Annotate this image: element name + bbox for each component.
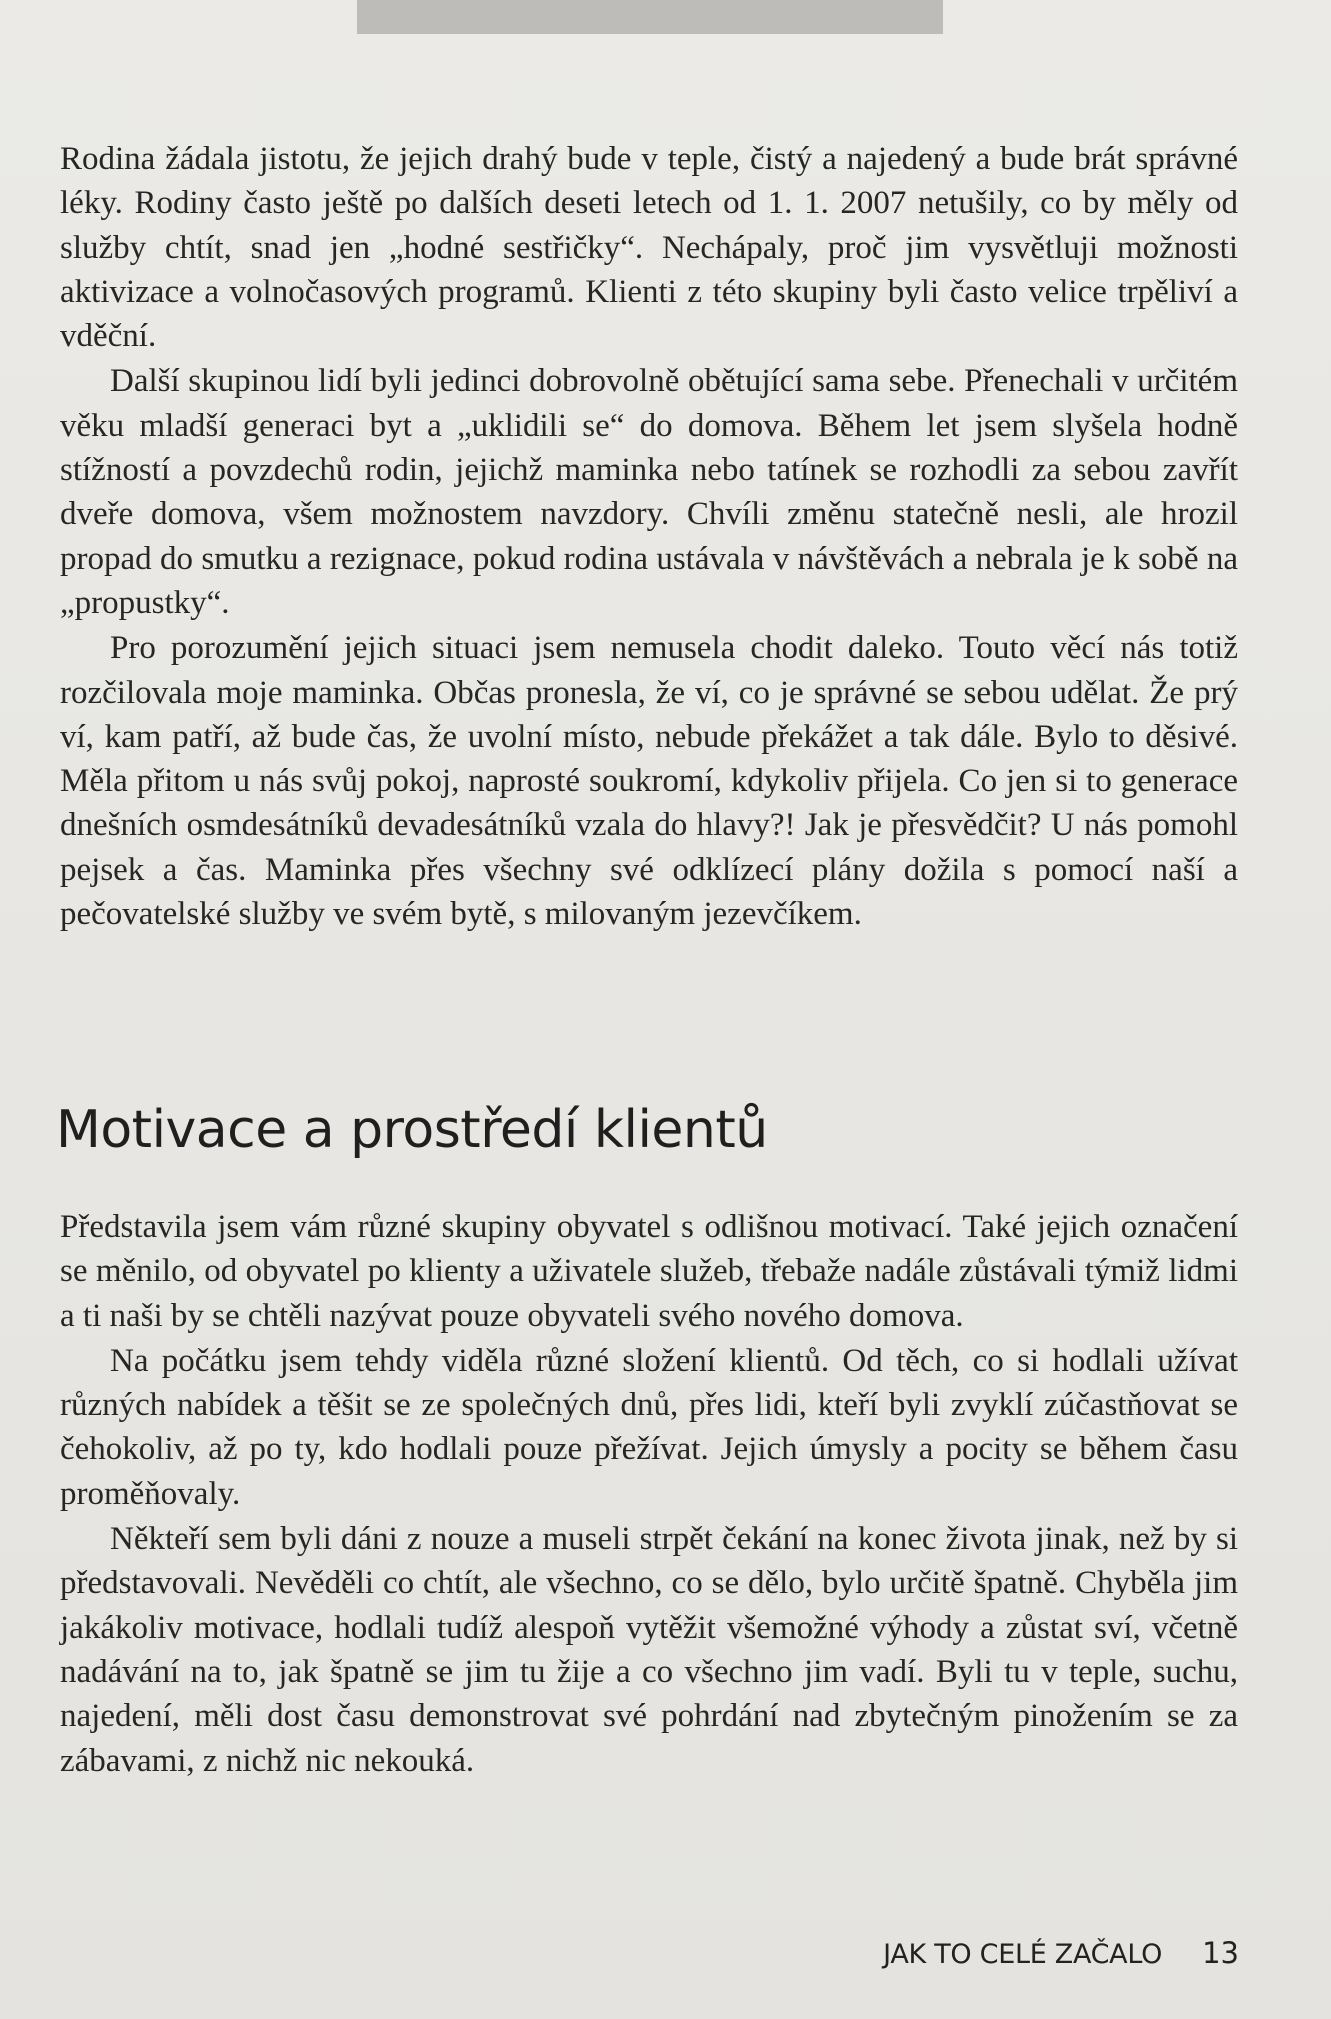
- paragraph: Další skupinou lidí byli jedinci dobrovolně obětující sama sebe. Přenechali v určitém věku mladší generaci byt a „uklidili se“ do domova. Během let jsem slyšela hodně stížností a povzdechů rodin, jejichž maminka nebo tatínek se rozhodli za sebou zavřít dveře domova, všem možnostem navzdory. Chvíli změnu statečně nesli, ale hrozil propad do smutku a rezignace, pokud rodina ustávala v návštěvách a nebrala je k sobě na „propustky“.: [60, 363, 1238, 621]
- paragraph: Někteří sem byli dáni z nouze a museli strpět čekání na konec života jinak, než by si představovali. Nevěděli co chtít, ale všechno, co se dělo, bylo určitě špatně. Chyběla jim jakákoliv motivace, hodlali tudíž alespoň vytěžit všemožné výhody a zůstat sví, včetně nadávání na to, jak špatně se jim tu žije a co všechno jim vadí. Byli tu v teple, suchu, najedení, měli dost času demonstrovat své pohrdání nad zbytečným pinožením se za zábavami, z nichž nic nekouká.: [60, 1521, 1238, 1779]
- page-footer: [883, 1935, 1239, 1973]
- running-head: JAK TO CELÉ ZAČALO: [883, 1939, 1163, 1970]
- top-gray-tab: [357, 0, 943, 34]
- paragraph: Na počátku jsem tehdy viděla různé složení klientů. Od těch, co si hodlali užívat různých nabídek a těšit se ze společných dnů, přes lidi, kteří byli zvyklí zúčastňovat se čehokoliv, až po ty, kdo hodlali pouze přežívat. Jejich úmysly a pocity se během času proměňovaly.: [60, 1342, 1238, 1512]
- paragraph: Představila jsem vám různé skupiny obyvatel s odlišnou motivací. Také jejich označení se měnilo, od obyvatel po klienty a uživatele služeb, třebaže nadále zůstávali týmiž lidmi a ti naši by se chtěli nazývat pouze obyvateli svého nového domova.: [60, 1209, 1238, 1334]
- paragraph: Pro porozumění jejich situaci jsem nemusela chodit daleko. Touto věcí nás totiž rozčilovala moje maminka. Občas pronesla, že ví, co je správné se sebou udělat. Že prý ví, kam patří, až bude čas, že uvolní místo, nebude překážet a tak dále. Bylo to děsivé. Měla přitom u nás svůj pokoj, naprosté soukromí, kdykoliv přijela. Co jen si to generace dnešních osmdesátníků devadesátníků vzala do hlavy?! Jak je přesvědčit? U nás pomohl pejsek a čas. Maminka přes všechny své odklízecí plány dožila s pomocí naší a pečovatelské služby ve svém bytě, s milovaným jezevčíkem.: [60, 630, 1238, 933]
- section-heading: Motivace a prostředí klientů: [56, 1100, 768, 1160]
- paragraph: Rodina žádala jistotu, že jejich drahý bude v teple, čistý a najedený a bude brát správné léky. Rodiny často ještě po dalších deseti letech od 1. 1. 2007 netušily, co by měly od služby chtít, snad jen „hodné sestřičky“. Nechápaly, proč jim vysvětluji možnosti aktivizace a volnočasových programů. Klienti z této skupiny byli často velice trpěliví a vděční.: [60, 141, 1238, 355]
- body-text-section-2: [60, 1205, 1238, 1784]
- body-text-section-1: [60, 137, 1238, 937]
- page-number: 13: [1202, 1936, 1239, 1970]
